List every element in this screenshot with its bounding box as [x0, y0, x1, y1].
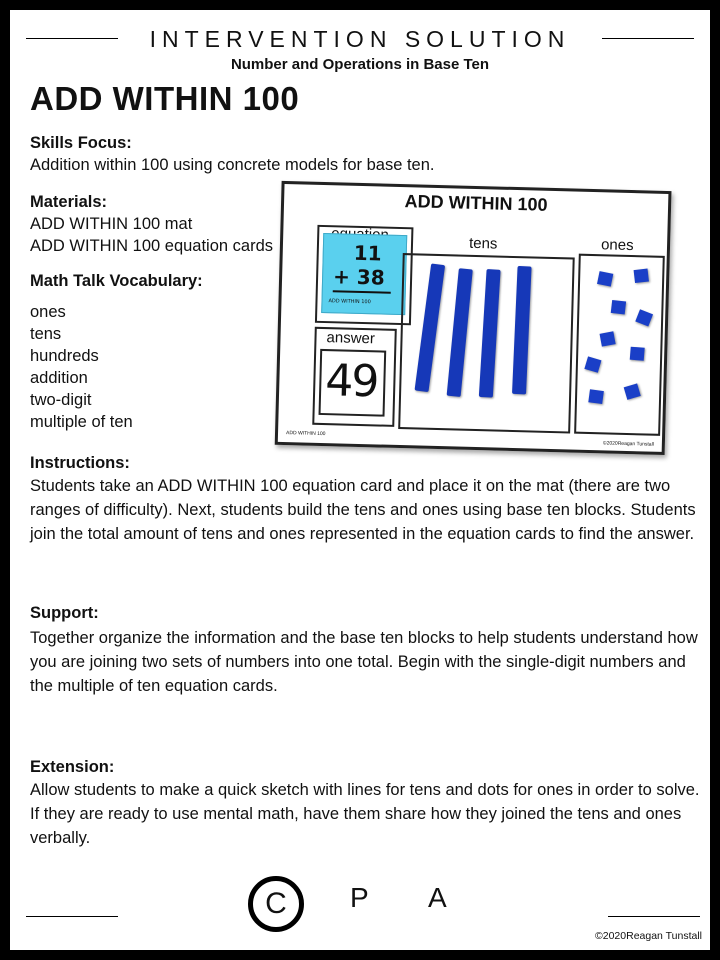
ones-cube: [597, 271, 613, 287]
ones-label: ones: [600, 236, 634, 255]
mat-photo: [275, 181, 678, 463]
footer-rule-right: [608, 916, 700, 917]
card-small-label: ADD WITHIN 100: [328, 298, 371, 306]
tens-label: tens: [468, 234, 498, 253]
copyright: ©2020Reagan Tunstall: [595, 930, 702, 942]
card-addend-1: 11: [353, 240, 382, 266]
answer-box: [319, 349, 387, 417]
instructions-heading: Instructions:: [30, 454, 130, 472]
answer-label: answer: [326, 329, 376, 348]
ones-cube: [634, 269, 649, 284]
vocabulary-item: ones: [30, 303, 66, 321]
ones-cube: [600, 331, 616, 346]
mat-title: ADD WITHIN 100: [404, 191, 548, 215]
ones-box: [574, 254, 665, 436]
skills-text: Addition within 100 using concrete models for base ten.: [30, 156, 435, 174]
card-addend-2: + 38: [332, 264, 386, 290]
cpa-abstract: A: [428, 882, 447, 913]
header-title: INTERVENTION SOLUTION: [149, 26, 571, 52]
card-sum-line: [333, 290, 391, 294]
cpa-concrete-circled: C: [248, 876, 304, 932]
vocabulary-item: two-digit: [30, 391, 92, 409]
equation-card: [321, 233, 407, 315]
mat-footer-right: ©2020Reagan Tunstall: [602, 440, 654, 448]
ones-cube: [630, 347, 645, 361]
answer-value: 49: [324, 355, 379, 408]
ones-cube: [588, 389, 604, 404]
support-heading: Support:: [30, 604, 99, 622]
vocabulary-item: addition: [30, 369, 88, 387]
extension-heading: Extension:: [30, 758, 115, 776]
add-within-100-mat: [275, 181, 672, 455]
cpa-pictorial: P: [350, 882, 369, 913]
vocabulary-list: [30, 301, 133, 433]
skills-heading: Skills Focus:: [30, 134, 132, 152]
header-subtitle: Number and Operations in Base Ten: [230, 56, 490, 73]
extension-text: Allow students to make a quick sketch with lines for tens and dots for ones in order to solve. If they are ready to use mental math, have them share how they joined the tens and ones verbally.: [30, 781, 700, 847]
support-text: Together organize the information and the base ten blocks to help students understand how you are joining two sets of numbers into one total. Begin with the single-digit numbers and the multiple of ten equation cards.: [30, 629, 698, 695]
footer-rule-left: [26, 916, 118, 917]
vocabulary-item: hundreds: [30, 347, 99, 365]
page-title: ADD WITHIN 100: [30, 80, 300, 117]
vocabulary-item: multiple of ten: [30, 413, 133, 431]
materials-item: ADD WITHIN 100 mat: [30, 215, 193, 233]
materials-item: ADD WITHIN 100 equation cards: [30, 237, 274, 255]
vocabulary-item: tens: [30, 325, 62, 343]
instructions-text: Students take an ADD WITHIN 100 equation card and place it on the mat (there are two ranges of difficulty). Next, students build the tens and ones using base ten blocks. Students join the total amount of tens and ones represented in the equation cards to find the answer.: [30, 477, 696, 543]
ones-cube: [611, 300, 626, 315]
vocabulary-heading: Math Talk Vocabulary:: [30, 272, 203, 290]
mat-footer-left: ADD WITHIN 100: [285, 430, 326, 438]
materials-heading: Materials:: [30, 193, 108, 211]
